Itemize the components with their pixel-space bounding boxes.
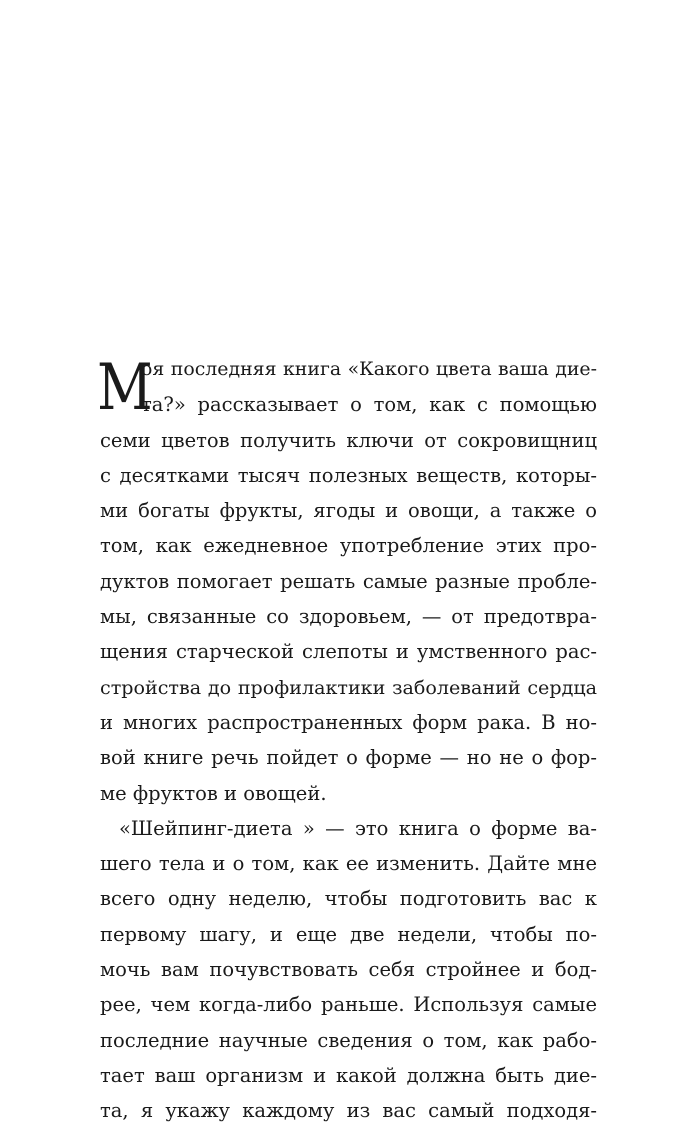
text-line: дуктов помогает решать самые разные пробле- <box>100 569 597 593</box>
text-line: первому шагу, и еще две недели, чтобы по- <box>100 922 597 946</box>
text-line: та?» рассказывает о том, как с помощью <box>141 393 597 417</box>
body-text <box>97 351 597 1129</box>
text-line: оя последняя книга «Какого цвета ваша дие- <box>141 358 597 380</box>
text-line: и многих распространенных форм рака. В но- <box>100 710 597 734</box>
text-line: щения старческой слепоты и умственного рас- <box>100 640 597 664</box>
drop-cap-letter: М <box>97 351 153 425</box>
text-line: стройства до профилактики заболеваний сердца <box>100 675 597 699</box>
text-line: с десятками тысяч полезных веществ, которы- <box>100 463 597 487</box>
text-line: последние научные сведения о том, как рабо- <box>100 1028 597 1052</box>
text-line: ми богаты фрукты, ягоды и овощи, а также о <box>100 499 597 523</box>
text-line: том, как ежедневное употребление этих про- <box>100 534 597 558</box>
text-line: мочь вам почувствовать себя стройнее и бод- <box>100 958 597 982</box>
text-line: та, я укажу каждому из вас самый подходя- <box>100 1099 597 1123</box>
text-line: вой книге речь пойдет о форме — но не о фор- <box>100 746 597 770</box>
text-line: семи цветов получить ключи от сокровищниц <box>100 428 597 452</box>
text-line: «Шейпинг-диета » — это книга о форме ва- <box>119 816 597 840</box>
text-line: шего тела и о том, как ее изменить. Дайте мне <box>100 852 597 876</box>
text-line: ме фруктов и овощей. <box>100 781 327 805</box>
text-line: тает ваш организм и какой должна быть дие- <box>100 1063 597 1087</box>
text-line: рее, чем когда-либо раньше. Используя самые <box>100 993 597 1017</box>
text-line: мы, связанные со здоровьем, — от предотвра- <box>100 605 597 629</box>
text-line: всего одну неделю, чтобы подготовить вас к <box>100 887 597 911</box>
